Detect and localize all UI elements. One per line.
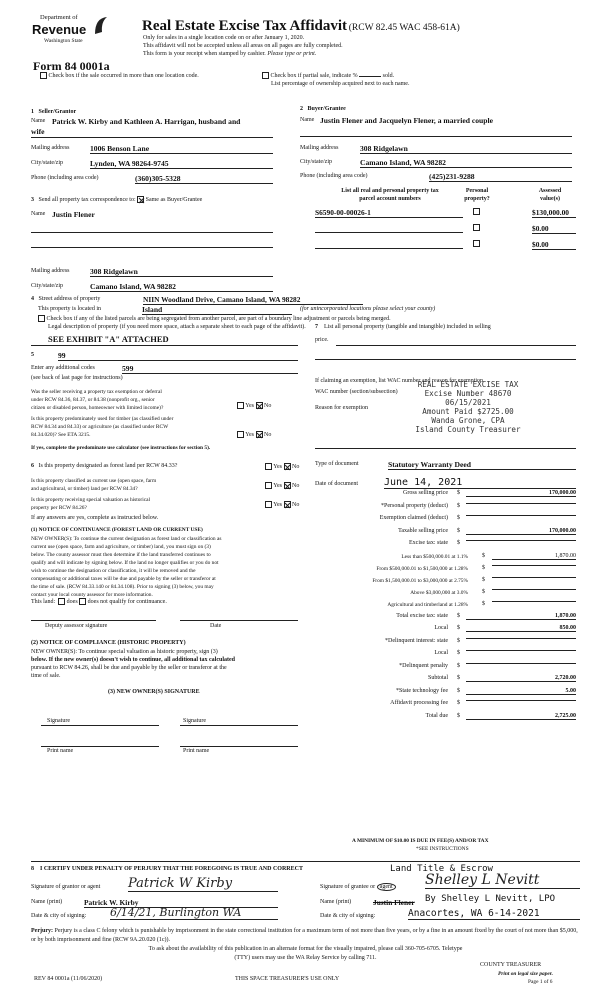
form-title-row xyxy=(142,18,460,35)
yes-label: Yes xyxy=(245,402,255,409)
agent-circled: agent xyxy=(377,883,396,891)
stamp-line: 06/15/2021 xyxy=(445,398,491,407)
correspondence-city[interactable]: Camano Island, WA 98282 xyxy=(90,282,273,292)
correspondence-city-label: City/state/zip xyxy=(31,283,63,289)
tax-row-label: *State technology fee xyxy=(396,687,448,694)
exhibit-a-note: SEE EXHIBIT "A" ATTACHED xyxy=(48,334,169,344)
personal-checkbox-1[interactable] xyxy=(473,207,480,215)
boundary-label: Check box if any of the listed parcels are being segregated from another parcel, are part of a boundary line adjustment or parcels being merged. xyxy=(46,315,391,322)
forest-no-checkbox[interactable] xyxy=(284,463,291,470)
dollar-sign: $ xyxy=(482,600,485,607)
alt-format-2: (TTY) users may use the WA Relay Service by calling 711. xyxy=(234,955,377,961)
partial-sale-checkbox[interactable] xyxy=(262,72,269,79)
tax-row-value[interactable]: 170,000.00 xyxy=(466,490,576,497)
dollar-sign: $ xyxy=(482,576,485,583)
dollar-sign: $ xyxy=(482,588,485,595)
tax-tier-label: Above $3,000,000 at 3.0% xyxy=(410,589,468,596)
multi-location-row xyxy=(40,72,199,79)
county-treasurer-label: COUNTY TREASURER xyxy=(480,962,542,968)
seller-address-label: Mailing address xyxy=(31,145,70,151)
header-line-2: This affidavit will not be accepted unless all areas on all pages are fully completed. xyxy=(143,43,343,49)
dollar-sign: $ xyxy=(457,502,460,509)
assessed-header-line1: Assessed xyxy=(538,188,562,194)
timber-yes-no xyxy=(237,431,271,438)
section-8-number: 8 xyxy=(31,866,34,872)
tax-row-label: Local xyxy=(434,625,448,631)
owner-print-name-label-1: Print name xyxy=(47,748,74,754)
grantee-name[interactable]: By Shelley L Nevitt, LPO xyxy=(425,894,556,904)
section-5-number: 5 xyxy=(31,352,34,358)
tax-row-label: *Delinquent interest: state xyxy=(385,637,448,644)
page-number: Page 1 of 6 xyxy=(528,979,553,985)
no-label: No xyxy=(292,501,300,508)
tax-row-label: Local xyxy=(434,650,448,656)
dollar-sign: $ xyxy=(457,515,460,521)
additional-codes[interactable]: 599 xyxy=(122,364,298,374)
additional-codes-label: Enter any additional codes xyxy=(31,365,95,371)
current-use-yes-no xyxy=(265,482,299,489)
multi-location-checkbox[interactable] xyxy=(40,72,47,79)
tax-row-label: Affidavit processing fee xyxy=(390,700,448,706)
predominate-use-note: If yes, complete the predominate use calculator (see instructions for section 5). xyxy=(31,445,211,451)
tax-tier-label: From $500,000.01 to $1,500,000 at 1.28% xyxy=(376,565,468,572)
dollar-sign: $ xyxy=(457,675,460,681)
same-as-buyer-label: Same as Buyer/Grantee xyxy=(145,196,203,203)
new-owner-signature-heading: (3) NEW OWNER(S) SIGNATURE xyxy=(108,689,200,695)
tax-row-value[interactable]: 2,720.00 xyxy=(466,675,576,682)
assessed-value[interactable]: $130,000.00 xyxy=(532,208,576,218)
timber-question-2: RCW 84.34 and 84.33) or agriculture (as classified under RCW xyxy=(31,424,169,430)
section-3-number: 3 xyxy=(31,196,34,203)
seller-name-cont: wife xyxy=(31,127,45,136)
does-checkbox[interactable] xyxy=(58,598,65,605)
see-back-note: (see back of last page for instructions) xyxy=(31,375,123,381)
section-4-number: 4 xyxy=(31,296,34,302)
tax-tier-value[interactable]: 1,870.00 xyxy=(492,553,576,560)
grantee-date-city[interactable]: Anacortes, WA 6-14-2021 xyxy=(408,908,580,920)
partial-sale-label: Check box if partial sale, indicate % xyxy=(270,72,358,79)
continuance-line: the time of sale. (RCW 84.33.140 or 84.34.108). Prior to signing (3) below, you may xyxy=(31,584,214,590)
seller-city-label: City/state/zip xyxy=(31,160,63,166)
treasurer-stamp xyxy=(398,380,538,434)
property-located-label: This property is located in xyxy=(38,306,101,312)
property-street[interactable]: NIIN Woodland Drive, Camano Island, WA 98282 xyxy=(143,295,363,305)
dollar-sign: $ xyxy=(457,662,460,669)
yes-label: Yes xyxy=(273,482,283,489)
timber-question-1: Is this property predominately used for timber (as classified under xyxy=(31,416,174,422)
tax-row-value[interactable] xyxy=(466,700,576,701)
dollar-sign: $ xyxy=(482,552,485,559)
seller-address[interactable]: 1006 Benson Lane xyxy=(90,144,273,154)
revenue-logo xyxy=(32,14,112,54)
document-type-label: Type of document xyxy=(315,461,359,467)
buyer-address[interactable]: 308 Ridgelawn xyxy=(360,144,572,154)
grantee-signature-label xyxy=(320,884,396,890)
seller-name-label: Name xyxy=(31,118,46,124)
section-1-number: 1 xyxy=(31,109,34,115)
exemption-question-3: citizen or disabled person, homeowner with limited income)? xyxy=(31,405,164,411)
tax-tier-value[interactable] xyxy=(492,589,576,590)
document-date[interactable]: June 14, 2021 xyxy=(384,477,576,489)
continuance-line: below. The county assessor must then determine if the land transferred continues to xyxy=(31,552,211,558)
does-label: does xyxy=(66,598,78,605)
buyer-heading-label: Buyer/Grantee xyxy=(307,106,346,112)
personal-property-label-2: price. xyxy=(315,337,329,343)
current-use-no-checkbox[interactable] xyxy=(284,482,291,489)
buyer-name-label: Name xyxy=(300,117,315,123)
dollar-sign: $ xyxy=(457,540,460,546)
certify-text: I CERTIFY UNDER PENALTY OF PERJURY THAT THE FOREGOING IS TRUE AND CORRECT xyxy=(40,866,303,872)
correspondence-address[interactable]: 308 Ridgelawn xyxy=(90,267,273,277)
timber-question xyxy=(31,415,173,439)
grantee-date-label: Date & city of signing: xyxy=(320,913,376,919)
document-type[interactable]: Statutory Warranty Deed xyxy=(388,460,576,470)
historic-line: below. If the new owner(s) doesn't wish to continue, all additional tax calculated xyxy=(31,657,236,663)
any-yes-note: If any answers are yes, complete as instructed below. xyxy=(31,515,159,521)
buyer-heading xyxy=(300,106,346,112)
grantee-name-label: Name (print) xyxy=(320,899,352,905)
no-label: No xyxy=(264,402,272,409)
assessed-header xyxy=(525,187,575,203)
seller-phone[interactable]: (360)305-5328 xyxy=(135,174,273,184)
tax-row-value[interactable]: 850.00 xyxy=(466,625,576,632)
historic-line: pursuant to RCW 84.26, shall be due and payable by the seller or transferor at the xyxy=(31,665,227,671)
seller-name[interactable]: Patrick W. Kirby and Kathleen A. Harrigan, husband and xyxy=(52,117,241,126)
correspondence-name-label: Name xyxy=(31,211,46,217)
land-use-code[interactable]: 99 xyxy=(58,351,298,361)
tax-row-label: Total due xyxy=(425,712,448,719)
dollar-sign: $ xyxy=(457,700,460,706)
tax-row-label: *Personal property (deduct) xyxy=(381,502,448,509)
stamp-line: REAL ESTATE EXCISE TAX xyxy=(417,380,519,389)
exemption-yes-checkbox[interactable] xyxy=(237,402,244,409)
historic-yes-checkbox[interactable] xyxy=(265,501,272,508)
historic-yes-no xyxy=(265,501,299,508)
street-label: Street address of property xyxy=(38,296,101,302)
multi-location-label: Check box if the sale occurred in more than one location code. xyxy=(48,72,199,79)
tax-tier-label: Less than $500,000.01 at 1.1% xyxy=(401,553,468,560)
grantor-date-city[interactable]: 6/14/21, Burlington WA xyxy=(110,906,278,920)
parcel-header-line1: List all real and personal property tax xyxy=(341,188,439,194)
yes-label: Yes xyxy=(245,431,255,438)
historic-no-checkbox[interactable] xyxy=(284,501,291,508)
does-not-checkbox[interactable] xyxy=(79,598,86,605)
assessed-header-line2: value(s) xyxy=(540,196,560,202)
tax-row-value[interactable] xyxy=(466,503,576,504)
seller-city[interactable]: Lynden, WA 98264-9745 xyxy=(90,159,273,169)
no-label: No xyxy=(292,482,300,489)
continuance-line: current use (open space, farm and agriculture, or timber) land, you must sign on (3) xyxy=(31,544,211,550)
dollar-sign: $ xyxy=(457,650,460,656)
tax-row-label: Gross selling price xyxy=(403,490,448,496)
exemption-question-2: under RCW 84.36, 84.37, or 84.38 (nonprofit org., senior xyxy=(31,397,155,403)
dollar-sign: $ xyxy=(457,687,460,694)
historic-question-2: property per RCW 84.26? xyxy=(31,505,87,511)
does-not-label: does not qualify for continuance. xyxy=(87,598,167,605)
historic-question xyxy=(31,496,150,512)
stamp-line: Island County Treasurer xyxy=(415,425,521,434)
legal-paper-note: Print on legal size paper. xyxy=(498,971,553,977)
agent-company: Land Title & Escrow xyxy=(390,864,493,874)
same-as-buyer-checkbox[interactable] xyxy=(137,196,144,203)
personal-header-line2: property? xyxy=(464,196,490,202)
tax-tier-value[interactable] xyxy=(492,565,576,566)
logo-department: Department of xyxy=(40,14,78,21)
tax-tier-value[interactable] xyxy=(492,577,576,578)
grantor-signature-label: Signature of grantor or agent xyxy=(31,884,101,890)
continuance-line: compensating or additional taxes will be due and payable by the seller or transferor at xyxy=(31,576,216,582)
tax-row-value[interactable] xyxy=(466,515,576,516)
alt-format-1: To ask about the availability of this publication in an alternate format for the visually impaired, please call 360-705-6705. Teletype xyxy=(148,946,463,952)
continuance-line: NEW OWNER(S): To continue the current designation as forest land or classification as xyxy=(31,536,222,542)
grantee-signature-label-text: Signature of grantee or xyxy=(320,884,376,890)
reason-exemption-label: Reason for exemption xyxy=(315,405,368,411)
seller-phone-label: Phone (including area code) xyxy=(31,175,99,181)
property-street-label xyxy=(31,296,100,302)
form-rcw: (RCW 82.45 WAC 458-61A) xyxy=(348,23,460,33)
timber-question-3: 84.34.020)? See ETA 3215. xyxy=(31,432,91,438)
boundary-checkbox[interactable] xyxy=(38,315,45,322)
forest-question xyxy=(31,463,177,469)
current-use-yes-checkbox[interactable] xyxy=(265,482,272,489)
buyer-address-label: Mailing address xyxy=(300,145,339,151)
stamp-line: Excise Number 48670 xyxy=(424,389,512,398)
tax-row-label: Total excise tax: state xyxy=(396,612,448,619)
revision-number: REV 84 0001a (11/06/2020) xyxy=(34,976,103,982)
parcel-number[interactable]: S6590-00-00026-1 xyxy=(315,208,463,218)
forest-yes-no xyxy=(265,463,299,470)
grantor-signature[interactable]: Patrick W Kirby xyxy=(128,876,278,892)
continuance-line: contact your local county assessor for more information. xyxy=(31,592,153,598)
continuance-heading: (1) NOTICE OF CONTINUANCE (FOREST LAND OR CURRENT USE) xyxy=(31,527,203,533)
yes-label: Yes xyxy=(273,501,283,508)
buyer-phone-label: Phone (including area code) xyxy=(300,173,368,179)
grantee-name-struck: Justin Flener xyxy=(373,898,415,907)
current-use-question-1: Is this property classified as current use (open space, farm xyxy=(31,478,157,484)
assessed-value[interactable]: $0.00 xyxy=(532,224,576,234)
header-line-1: Only for sales in a single location code on or after January 1, 2020. xyxy=(143,35,305,41)
personal-checkbox-2[interactable] xyxy=(473,223,480,231)
historic-question-1: Is this property receiving special valuation as historical xyxy=(31,497,151,503)
correspondence-address-label: Mailing address xyxy=(31,268,70,274)
tax-row-value[interactable]: 170,000.00 xyxy=(466,528,576,535)
owner-signature-label-1: Signature xyxy=(47,718,70,724)
tax-row-label: Excise tax: state xyxy=(409,540,448,546)
tax-tier-value[interactable] xyxy=(492,601,576,602)
dollar-sign: $ xyxy=(457,612,460,619)
logo-mark-icon xyxy=(92,14,110,36)
buyer-name[interactable]: Justin Flener and Jacquelyn Flener, a married couple xyxy=(320,116,493,125)
property-county[interactable]: Island xyxy=(142,305,292,315)
dollar-sign: $ xyxy=(482,564,485,571)
seller-heading xyxy=(31,109,76,115)
tax-tier-label: Agricultural and timberland at 1.28% xyxy=(387,601,468,608)
tax-row-value[interactable]: 2,725.00 xyxy=(466,713,576,720)
document-date-label: Date of document xyxy=(315,481,358,487)
grantee-signature[interactable]: Shelley L Nevitt xyxy=(425,872,580,889)
section-7-number: 7 xyxy=(315,324,318,330)
legal-description-label: Legal description of property (if you need more space, attach a separate sheet to each page of the affidavit). xyxy=(48,324,306,330)
tax-row-value[interactable]: 1,870.00 xyxy=(466,613,576,620)
buyer-phone[interactable]: (425)231-9288 xyxy=(429,172,572,182)
deputy-assessor-label: Deputy assessor signature xyxy=(45,623,108,629)
forest-question-text: Is this property designated as forest land per RCW 84.33? xyxy=(38,463,178,469)
historic-line: NEW OWNER(S): To continue special valuation as historic property, sign (3) xyxy=(31,649,218,655)
exemption-no-checkbox[interactable] xyxy=(256,402,263,409)
dollar-sign: $ xyxy=(457,712,460,719)
tax-row-value[interactable] xyxy=(466,638,576,639)
personal-header-line1: Personal xyxy=(465,188,489,194)
exemption-question xyxy=(31,388,163,412)
wac-number-label: WAC number (section/subsection) xyxy=(315,389,398,395)
section-6-number: 6 xyxy=(31,463,34,469)
dollar-sign: $ xyxy=(457,527,460,534)
correspondence-name[interactable]: Justin Flener xyxy=(52,210,95,219)
grantor-name-label: Name (print) xyxy=(31,899,63,905)
historic-text xyxy=(31,648,235,680)
dollar-sign: $ xyxy=(457,637,460,644)
grantor-date-label: Date & city of signing: xyxy=(31,913,87,919)
logo-state: Washington State xyxy=(44,38,83,44)
no-label: No xyxy=(264,431,272,438)
personal-property-label xyxy=(315,324,491,330)
treasurer-use-note: THIS SPACE TREASURER'S USE ONLY xyxy=(235,976,340,982)
correspondence-row xyxy=(31,196,202,203)
header-line-3-text: This form is your receipt when stamped by cashier. xyxy=(143,51,266,57)
grantor-name[interactable]: Patrick W. Kirby xyxy=(84,898,278,908)
deputy-date-label: Date xyxy=(210,623,222,629)
form-number: Form 84 0001a xyxy=(33,59,110,73)
dollar-sign: $ xyxy=(457,490,460,496)
tax-row-value[interactable]: 5.00 xyxy=(466,688,576,695)
see-instructions-note: *SEE INSTRUCTIONS xyxy=(416,846,469,852)
tax-row-label: Exemption claimed (deduct) xyxy=(379,515,448,521)
list-percentage-note: List percentage of ownership acquired next to each name. xyxy=(271,81,410,87)
continuance-text xyxy=(31,535,221,599)
perjury-line: five years, or by a fine in an amount fixed by the court of not more than $5,000, or by both imprisonment and fine (RCW 9A.20.020 (1c)). xyxy=(31,928,578,943)
stamp-line: Amount Paid $2725.00 xyxy=(422,407,514,416)
tax-row-value[interactable] xyxy=(466,540,576,541)
stamp-line: Wanda Grone, CPA xyxy=(431,416,505,425)
dollar-sign: $ xyxy=(457,625,460,631)
header-line-3-italic: Please type or print. xyxy=(267,51,317,57)
tax-row-label: *Delinquent penalty xyxy=(399,662,448,669)
historic-heading: (2) NOTICE OF COMPLIANCE (HISTORIC PROPERTY) xyxy=(31,640,186,646)
current-use-question-2: and agricultural, or timber) land per RCW 84.34? xyxy=(31,486,138,492)
partial-sold-label: sold. xyxy=(382,72,395,79)
personal-checkbox-3[interactable] xyxy=(473,239,480,247)
current-use-question xyxy=(31,477,156,493)
logo-revenue: Revenue xyxy=(32,22,87,37)
boundary-row xyxy=(38,315,391,322)
continuance-line: wish to continue the designation or classification, it will be removed and the xyxy=(31,568,196,574)
buyer-city-label: City/state/zip xyxy=(300,159,332,165)
form-title: Real Estate Excise Tax Affidavit xyxy=(142,18,347,34)
owner-print-name-label-2: Print name xyxy=(183,748,210,754)
seller-heading-label: Seller/Grantor xyxy=(38,109,77,115)
parcel-header xyxy=(330,187,450,203)
assessed-value[interactable]: $0.00 xyxy=(532,240,576,250)
minimum-due-note: A MINIMUM OF $10.00 IS DUE IN FEE(S) AND/OR TAX xyxy=(352,838,489,844)
continuance-line: qualify and will indicate by signing below. If the land no longer qualifies or you do not xyxy=(31,560,219,566)
certify-row xyxy=(31,866,303,872)
tax-row-label: Taxable selling price xyxy=(398,527,448,534)
personal-property-text: List all personal property (tangible and intangible) included in selling xyxy=(324,324,491,330)
timber-yes-checkbox[interactable] xyxy=(237,431,244,438)
perjury-line: Perjury is a class C felony which is punishable by imprisonment in the state correctional institution for a maximum term of not more than xyxy=(54,928,385,934)
buyer-city[interactable]: Camano Island, WA 98282 xyxy=(360,158,572,168)
correspondence-label: Send all property tax correspondence to: xyxy=(38,196,136,203)
tax-row-value[interactable] xyxy=(466,663,576,664)
uninc-note: (for unincorporated locations please select your county) xyxy=(300,306,436,312)
perjury-heading: Perjury: xyxy=(31,928,53,934)
parcel-header-line2: parcel account numbers xyxy=(359,196,421,202)
exemption-question-1: Was the seller receiving a property tax exemption or deferral xyxy=(31,389,162,395)
tax-row-value[interactable] xyxy=(466,650,576,651)
partial-sale-row xyxy=(262,72,394,79)
section-2-number: 2 xyxy=(300,106,303,112)
partial-pct-field[interactable] xyxy=(359,76,381,77)
exemption-yes-no xyxy=(237,402,271,409)
exemption-claim-note: If claiming an exemption, list WAC number and reason for exemption. xyxy=(315,378,485,384)
owner-signature-label-2: Signature xyxy=(183,718,206,724)
timber-no-checkbox[interactable] xyxy=(256,431,263,438)
forest-yes-checkbox[interactable] xyxy=(265,463,272,470)
this-land-row xyxy=(31,598,167,605)
tax-tier-label: From $1,500,000.01 to $3,000,000 at 2.75% xyxy=(372,577,468,584)
perjury-notice xyxy=(31,927,580,944)
header-line-3 xyxy=(143,51,316,57)
historic-line: time of sale. xyxy=(31,673,61,679)
no-label: No xyxy=(292,463,300,470)
tax-row-label: Subtotal xyxy=(427,675,448,681)
personal-header xyxy=(455,187,499,203)
this-land-label: This land: xyxy=(31,598,56,605)
yes-label: Yes xyxy=(273,463,283,470)
